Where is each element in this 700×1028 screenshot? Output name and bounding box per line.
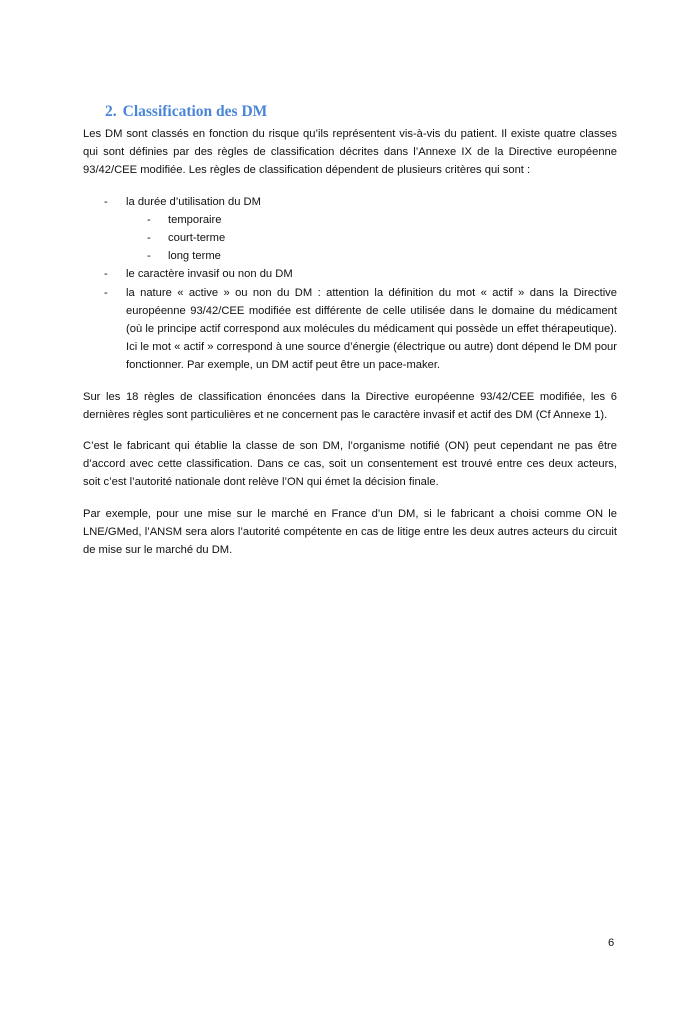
- sub-bullet-dash: -: [147, 232, 151, 245]
- example-paragraph: Par exemple, pour une mise sur le marché en France d’un DM, si le fabricant a choisi comme ON le LNE/GMed, l’ANSM sera alors l’autorité compétente en cas de litige entre les deux autres acteurs du circuit de mise sur le marché du DM.: [83, 507, 617, 557]
- section-heading: [83, 102, 617, 122]
- sub-bullet-dash: -: [147, 250, 151, 263]
- sub-item: [126, 229, 617, 247]
- criteria-item-label: le caractère invasif ou non du DM: [126, 268, 293, 281]
- rules-paragraph: Sur les 18 règles de classification énoncées dans la Directive européenne 93/42/CEE modifiée, les 6 dernières règles sont particulières et ne concernent pas le caractère invasif et actif des DM (Cf Annexe 1).: [83, 390, 617, 421]
- manufacturer-paragraph: C’est le fabricant qui établie la classe de son DM, l’organisme notifié (ON) peut cependant ne pas être d’accord avec cette classification. Dans ce cas, soit un consentement est trouvé entre ces deux acteurs, soit c’est l’autorité nationale dont relève l’ON qui émet la décision finale.: [83, 440, 617, 489]
- bullet-dash: -: [104, 268, 108, 281]
- duree-sublist: [126, 211, 617, 266]
- sub-item-label: long terme: [168, 250, 221, 263]
- section-number: 2.: [105, 103, 117, 120]
- sub-bullet-dash: -: [147, 213, 151, 226]
- sub-item: [126, 211, 617, 229]
- intro-paragraph: Les DM sont classés en fonction du risque qu’ils représentent vis-à-vis du patient. Il existe quatre classes qui sont définies par des règles de classification décrites dans l’Annexe IX de la Directive européenne 93/42/CEE modifiée. Les règles de classification dépendent de plusieurs critères qui sont :: [83, 128, 617, 177]
- criteria-item-duree: [83, 193, 617, 266]
- sub-item-label: court-terme: [168, 232, 226, 245]
- page-number: 6: [608, 937, 615, 949]
- criteria-item-invasif: [83, 265, 617, 283]
- criteria-item-label: la nature « active » ou non du DM : attention la définition du mot « actif » dans la Directive européenne 93/42/CEE modifiée est différente de celle utilisée dans le domaine du médicament (où le principe actif correspond aux molécules du médicament qui possède un effet thérapeutique). Ici le mot « actif » correspond à une source d’énergie (électrique ou autre) dont dépend le DM pour fonctionner. Par exemple, un DM actif peut être un pace-maker.: [126, 286, 617, 372]
- sub-item-label: temporaire: [168, 213, 222, 226]
- section-title: Classification des DM: [122, 103, 268, 120]
- criteria-item-active: [83, 284, 617, 375]
- bullet-dash: -: [104, 286, 108, 299]
- document-page: [83, 102, 617, 572]
- criteria-list: [83, 193, 617, 375]
- sub-item: [126, 247, 617, 265]
- criteria-item-label: la durée d’utilisation du DM: [126, 195, 261, 208]
- bullet-dash: -: [104, 195, 108, 208]
